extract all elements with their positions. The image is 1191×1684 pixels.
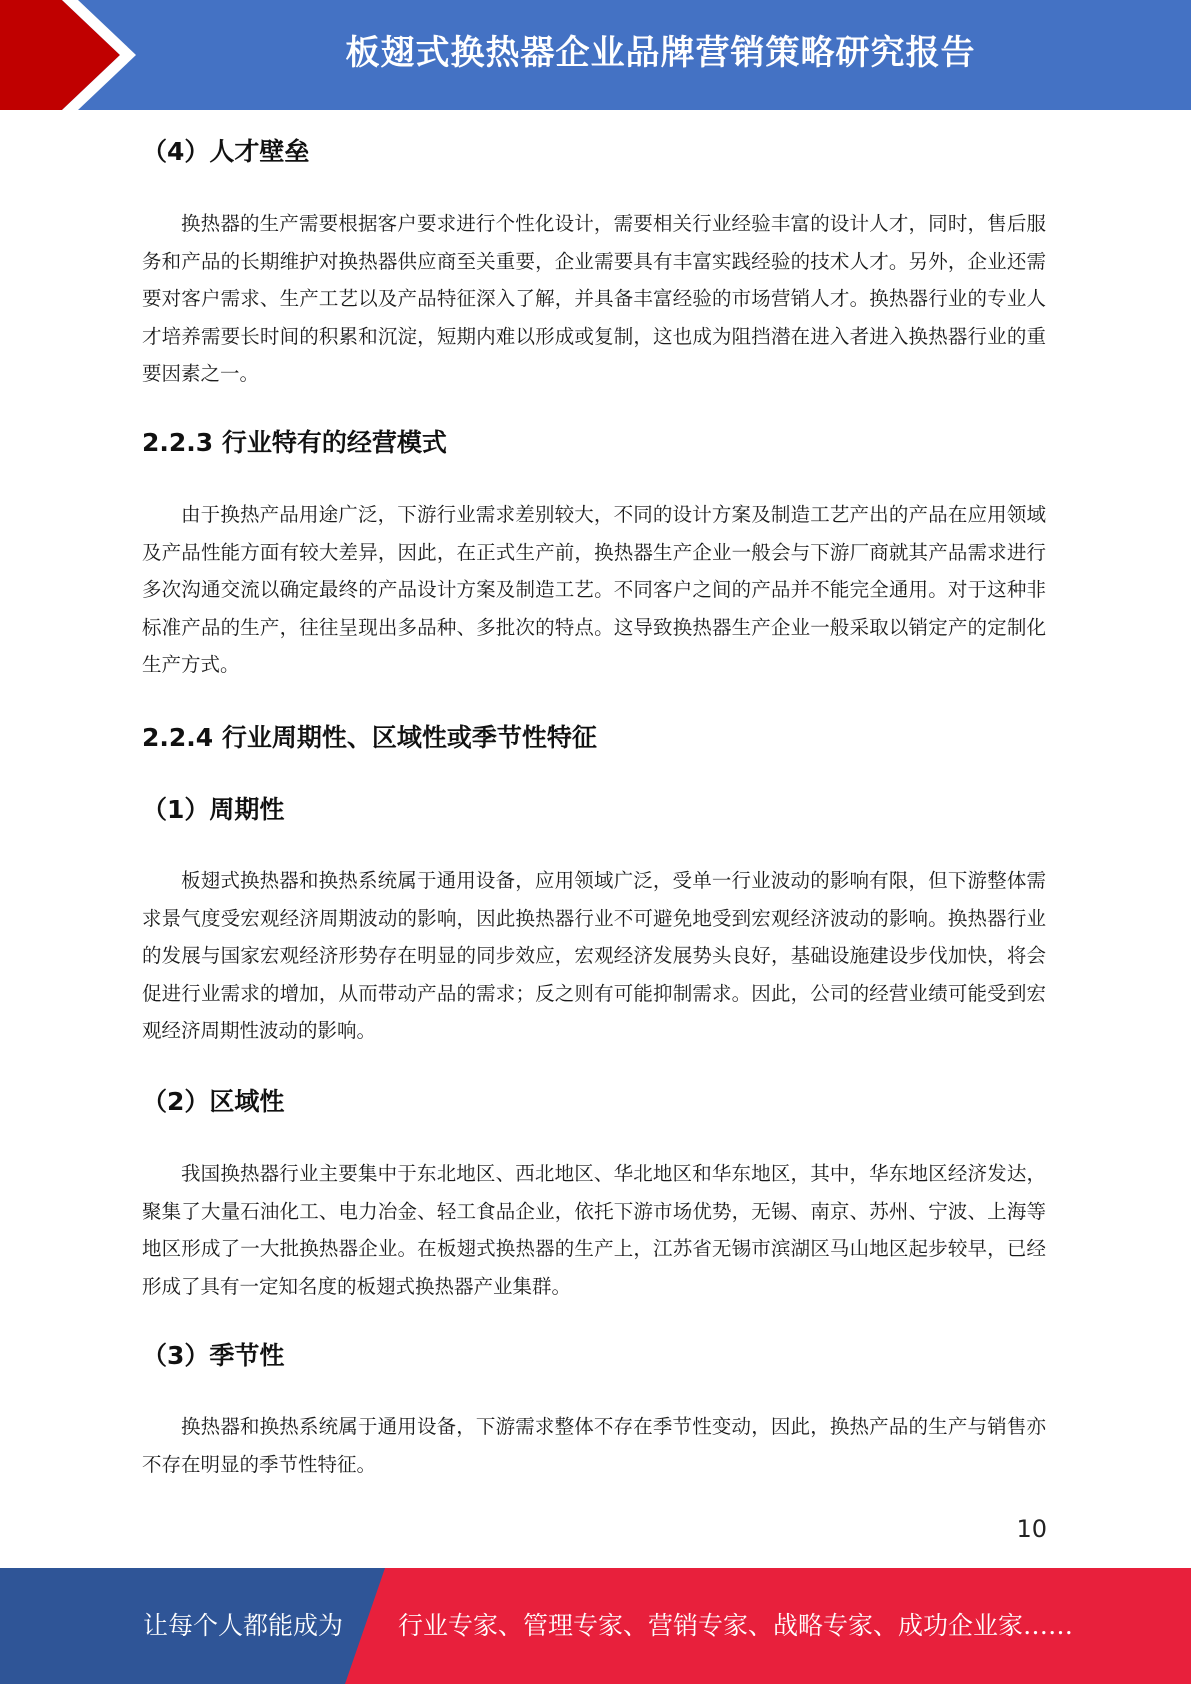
paragraph-cyclicality: 板翅式换热器和换热系统属于通用设备，应用领域广泛，受单一行业波动的影响有限，但下游整体需求景气度受宏观经济周期波动的影响，因此换热器行业不可避免地受到宏观经济波动的影响。换热器行业的发展与国家宏观经济形势存在明显的同步效应，宏观经济发展势头良好，基础设施建设步伐加快，将会促进行业需求的增加，从而带动产品的需求；反之则有可能抑制需求。因此，公司的经营业绩可能受到宏观经济周期性波动的影响。 [142, 869, 1046, 1042]
page-header [0, 0, 1191, 110]
heading-regionality: （2）区域性 [142, 1087, 285, 1116]
paragraph-seasonality: 换热器和换热系统属于通用设备，下游需求整体不存在季节性变动，因此，换热产品的生产与销售亦不存在明显的季节性特征。 [142, 1415, 1046, 1476]
paragraph-business-model: 由于换热产品用途广泛，下游行业需求差别较大，不同的设计方案及制造工艺产出的产品在应用领域及产品性能方面有较大差异，因此，在正式生产前，换热器生产企业一般会与下游厂商就其产品需求进行多次沟通交流以确定最终的产品设计方案及制造工艺。不同客户之间的产品并不能完全通用。对于这种非标准产品的生产，往往呈现出多品种、多批次的特点。这导致换热器生产企业一般采取以销定产的定制化生产方式。 [142, 503, 1046, 676]
heading-cyclicality: （1）周期性 [142, 795, 285, 824]
heading-seasonality: （3）季节性 [142, 1341, 285, 1370]
paragraph-regionality: 我国换热器行业主要集中于东北地区、西北地区、华北地区和华东地区，其中，华东地区经济发达，聚集了大量石油化工、电力冶金、轻工食品企业，依托下游市场优势，无锡、南京、苏州、宁波、上海等地区形成了一大批换热器企业。在板翅式换热器的生产上，江苏省无锡市滨湖区马山地区起步较早，已经形成了具有一定知名度的板翅式换热器产业集群。 [142, 1162, 1046, 1298]
footer-slogan-left: 让每个人都能成为 [143, 1611, 344, 1640]
heading-characteristics: 2.2.4 行业周期性、区域性或季节性特征 [142, 723, 597, 752]
paragraph-talent-barrier: 换热器的生产需要根据客户要求进行个性化设计，需要相关行业经验丰富的设计人才，同时，售后服务和产品的长期维护对换热器供应商至关重要，企业需要具有丰富实践经验的技术人才。另外，企业还需要对客户需求、生产工艺以及产品特征深入了解，并具备丰富经验的市场营销人才。换热器行业的专业人才培养需要长时间的积累和沉淀，短期内难以形成或复制，这也成为阻挡潜在进入者进入换热器行业的重要因素之一。 [142, 212, 1046, 385]
heading-business-model: 2.2.3 行业特有的经营模式 [142, 428, 447, 457]
page-number: 10 [1016, 1515, 1047, 1543]
footer-slogan-right: 行业专家、管理专家、营销专家、战略专家、成功企业家…… [398, 1611, 1074, 1640]
heading-talent-barrier: （4）人才壁垒 [142, 137, 310, 166]
page-footer [0, 1568, 1191, 1684]
report-title: 板翅式换热器企业品牌营销策略研究报告 [345, 33, 976, 73]
